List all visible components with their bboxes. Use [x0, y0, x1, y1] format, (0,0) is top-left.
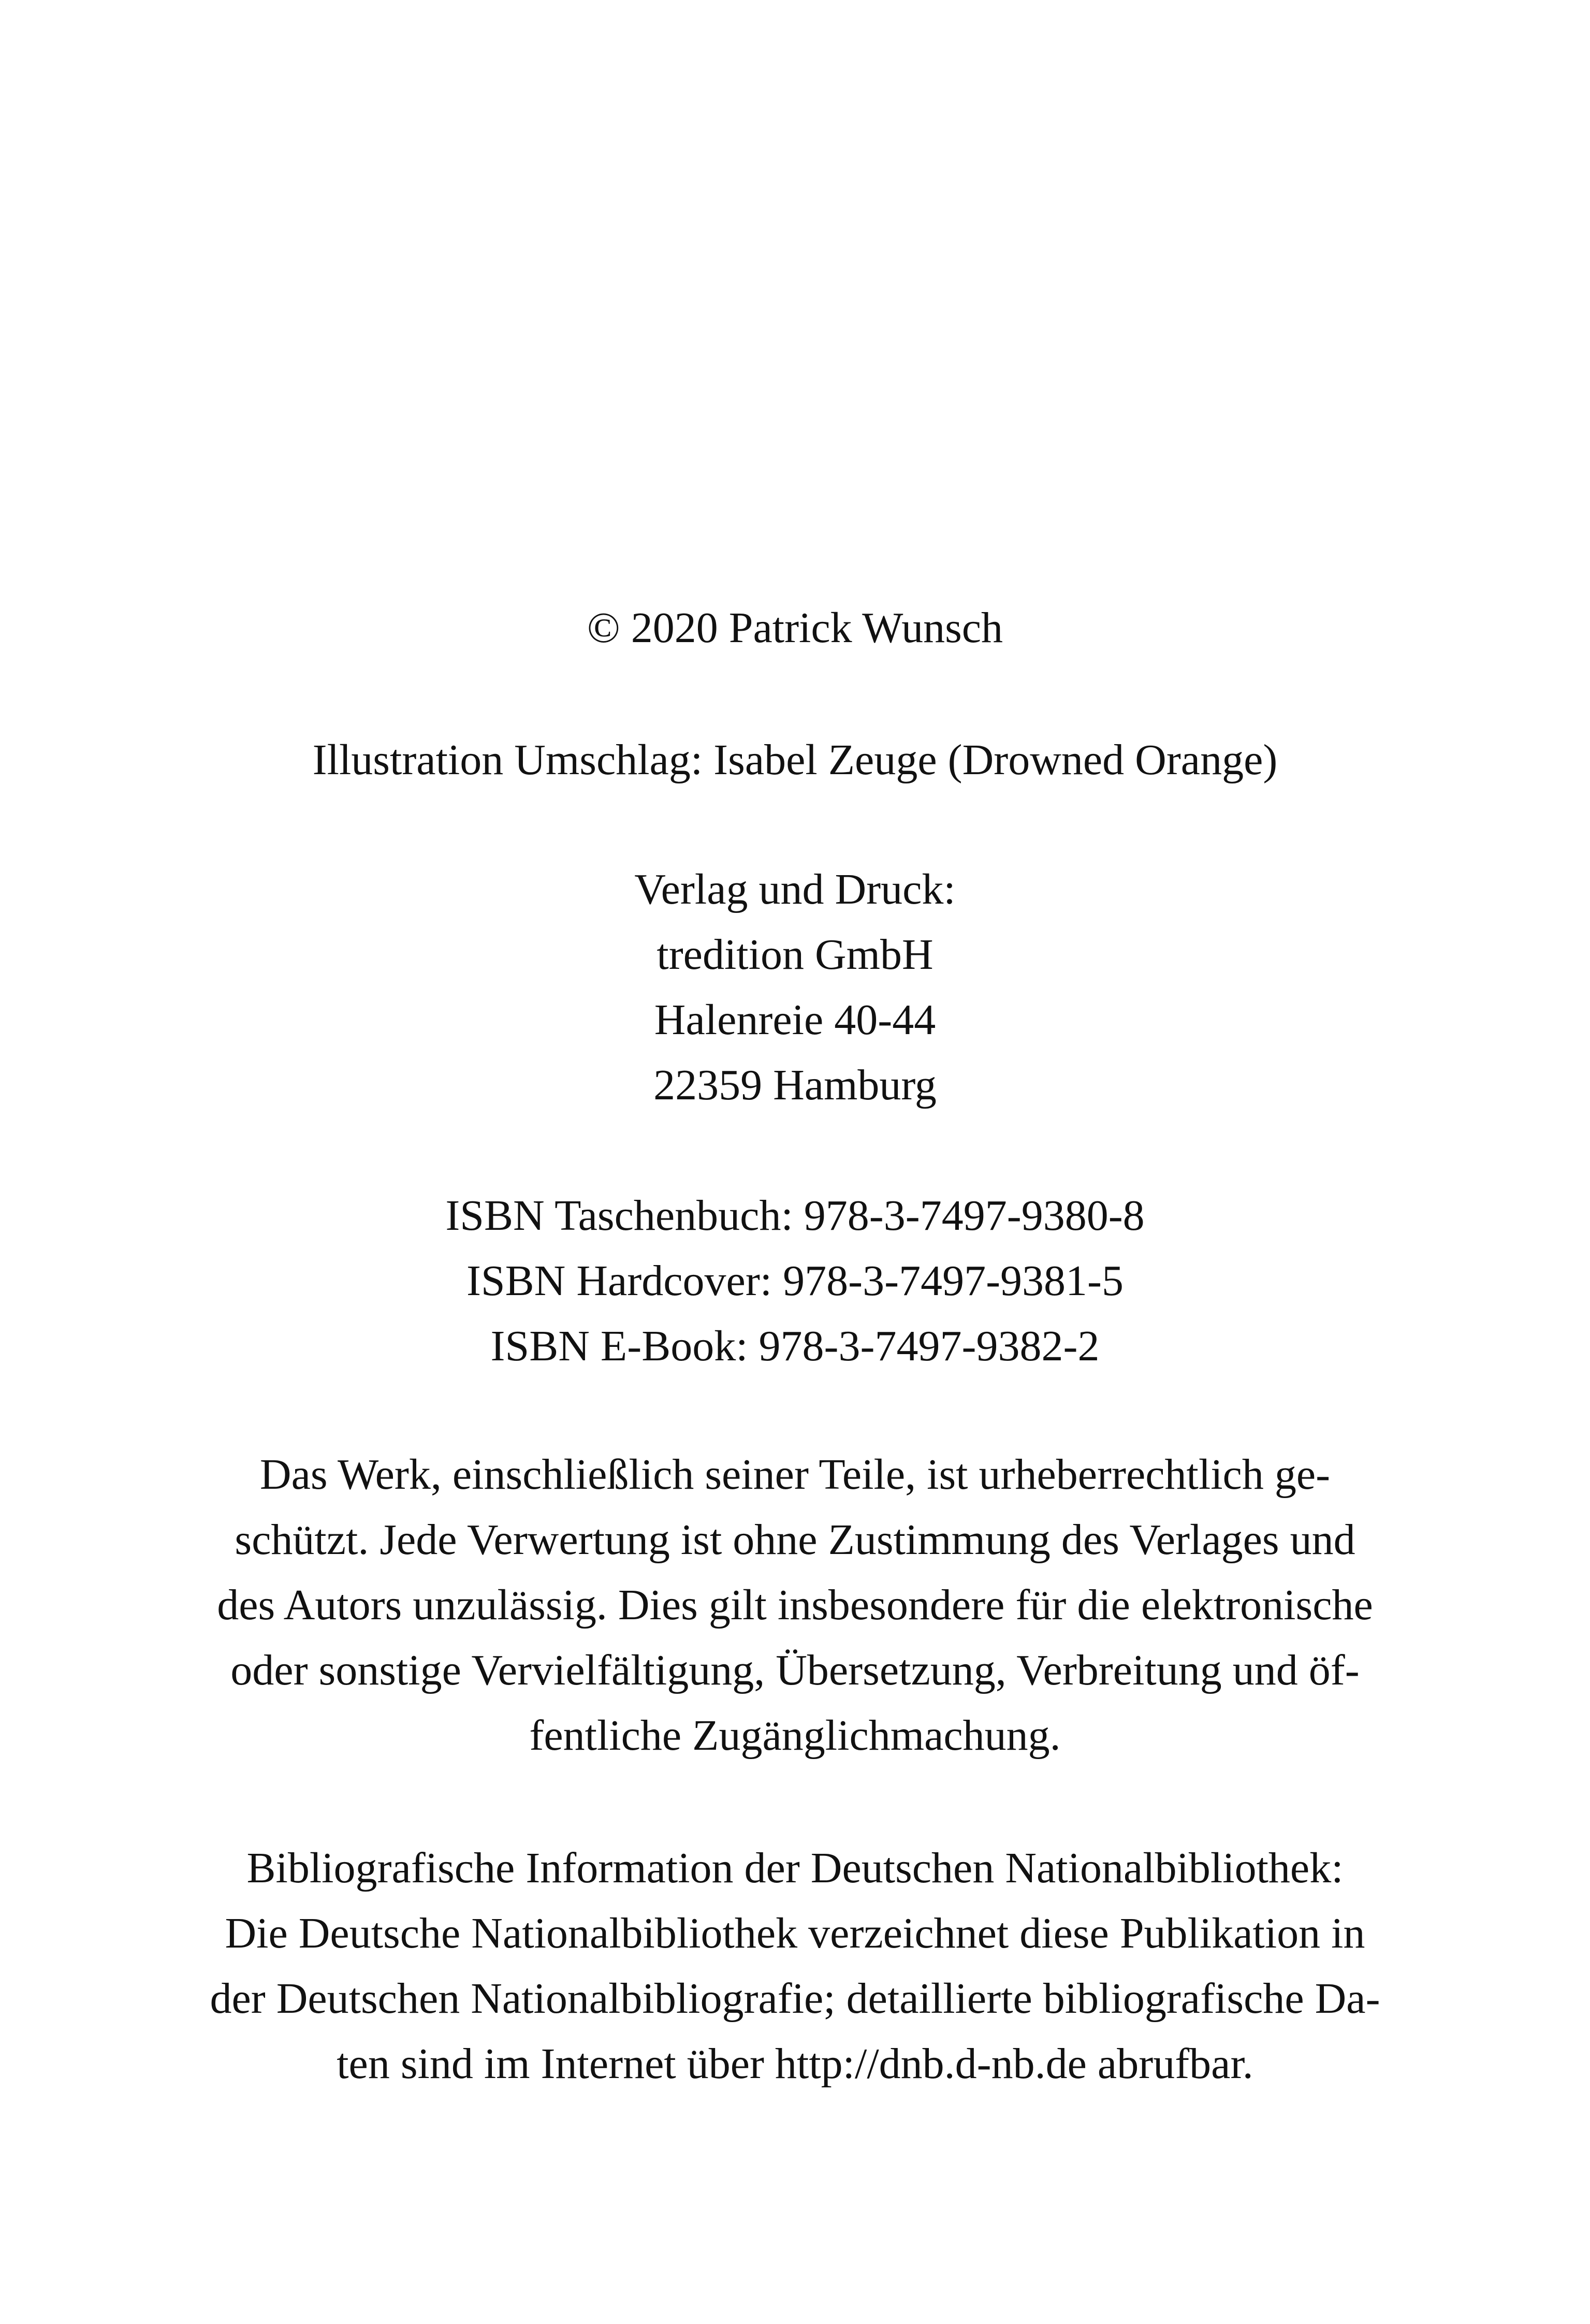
isbn-hardcover: ISBN Hardcover: 978-3-7497-9381-5 — [466, 1257, 1124, 1305]
publisher-heading: Verlag und Druck: — [634, 865, 956, 913]
legal-line: Das Werk, einschließlich seiner Teile, ist urheberrechtlich ge- — [259, 1450, 1331, 1499]
publisher-name: tredition GmbH — [657, 931, 933, 979]
illustration-line: Illustration Umschlag: Isabel Zeuge (Drowned Orange) — [312, 736, 1278, 784]
biblio-line: der Deutschen Nationalbibliografie; detaillierte bibliografische Da- — [210, 1974, 1380, 2023]
isbn-paperback: ISBN Taschenbuch: 978-3-7497-9380-8 — [445, 1192, 1145, 1240]
legal-line: oder sonstige Vervielfältigung, Übersetzung, Verbreitung und öf- — [230, 1646, 1360, 1694]
copyright-line: © 2020 Patrick Wunsch — [587, 604, 1003, 652]
isbn-list — [0, 1183, 1590, 1379]
biblio-line: ten sind im Internet über http://dnb.d-nb.de abrufbar. — [337, 2040, 1253, 2088]
bibliographic-information — [0, 1836, 1590, 2097]
legal-line: schützt. Jede Verwertung ist ohne Zustimmung des Verlages und — [235, 1516, 1355, 1564]
legal-notice — [0, 1442, 1590, 1768]
isbn-ebook: ISBN E-Book: 978-3-7497-9382-2 — [490, 1322, 1100, 1370]
copyright-notice — [0, 595, 1590, 661]
biblio-line: Bibliografische Information der Deutschen Nationalbibliothek: — [246, 1844, 1344, 1892]
biblio-line: Die Deutsche Nationalbibliothek verzeichnet diese Publikation in — [225, 1909, 1365, 1957]
publisher-city: 22359 Hamburg — [653, 1061, 937, 1109]
legal-line: des Autors unzulässig. Dies gilt insbesondere für die elektronische — [217, 1581, 1373, 1629]
illustration-credit — [0, 728, 1590, 793]
legal-line: fentliche Zugänglichmachung. — [529, 1711, 1061, 1760]
publisher-address — [0, 857, 1590, 1118]
publisher-street: Halenreie 40-44 — [654, 996, 936, 1044]
